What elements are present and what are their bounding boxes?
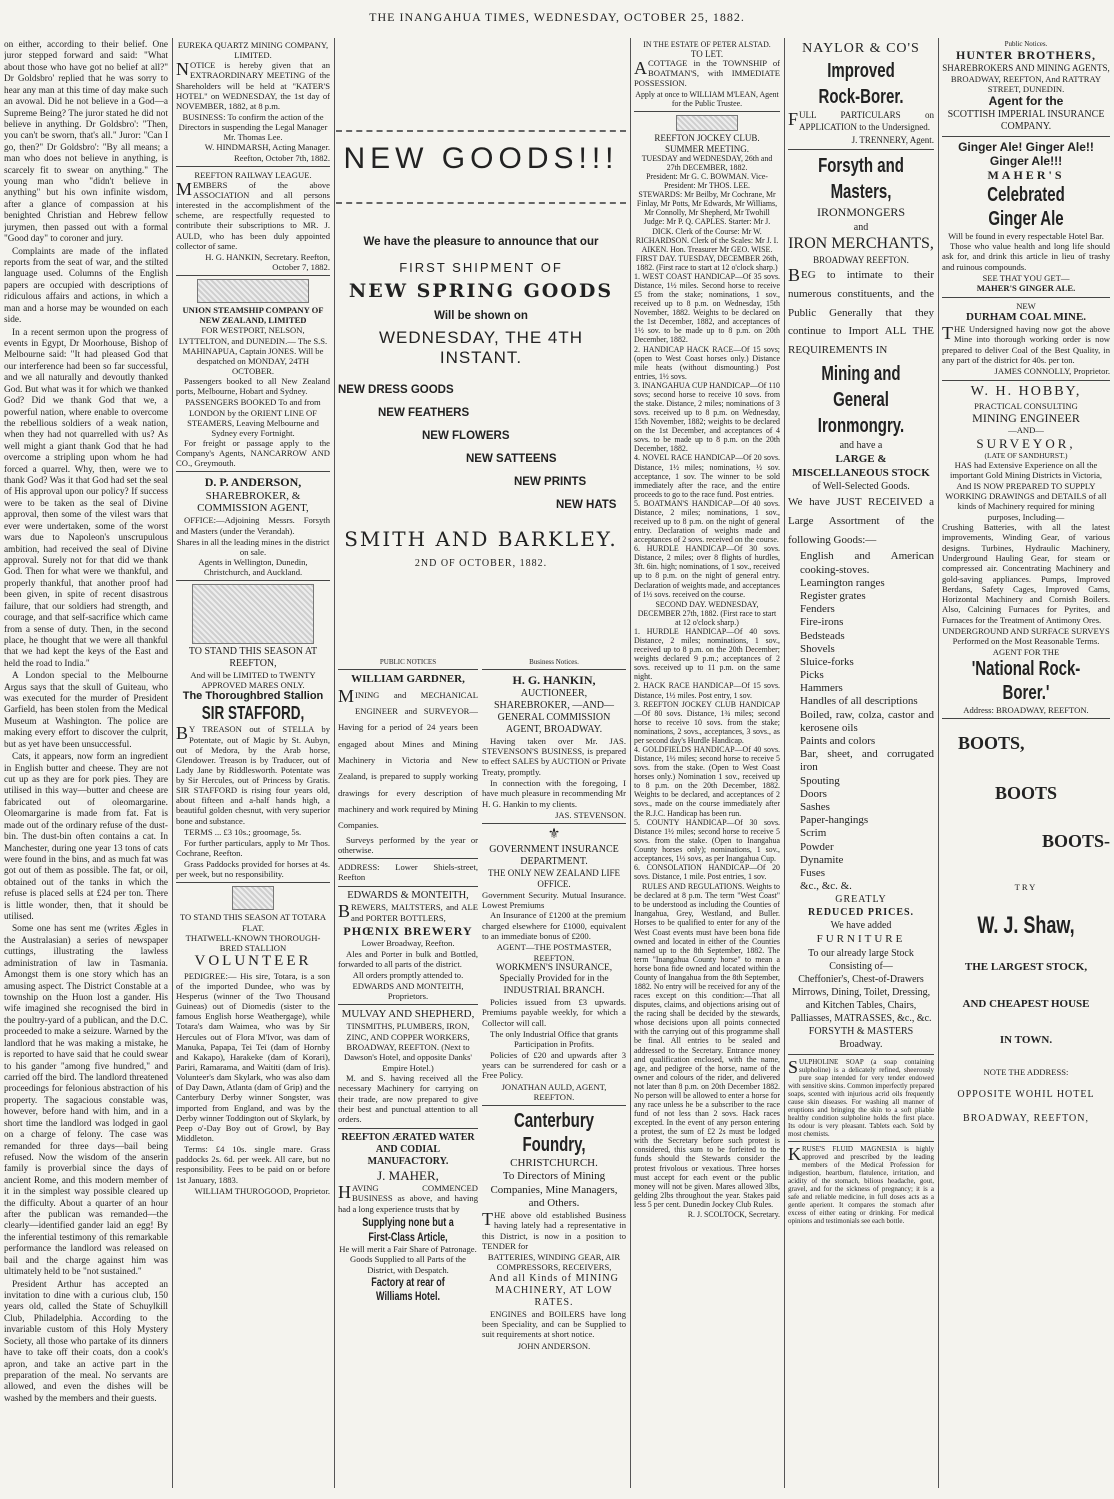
mining-engineer: MINING ENGINEER xyxy=(972,410,1080,425)
eureka-title: EUREKA QUARTZ MINING COMPANY, LIMITED. xyxy=(177,40,329,61)
public-notices-column xyxy=(338,658,478,1488)
goods-item: NEW FLOWERS xyxy=(422,430,510,442)
anderson-title: D. P. ANDERSON, xyxy=(204,475,302,490)
news-paragraph: President Arthur has accepted an invitation to dine with a curious club, 150 years old, called the State of Schuylkill Club, Philadelphia. According to the invariable custom of this Holy Mystery Society, all those who partake of its dinners have to take off their coats, don a cook's apron, and take an active part in the preparation of the meal. No servants are allowed, and even the dishes will be washed by the members and their guests. xyxy=(4,1279,168,1404)
maher-goods: Goods Supplied to all Parts of the District, with Despatch. xyxy=(349,1254,466,1275)
greatly: GREATLY xyxy=(835,894,887,906)
durham-body: THE Undersigned having now got the above Mine into thorough working order is now prepared to deliver Coal of the Best Quality, in any part of the district for 40s. per ton. xyxy=(942,323,1110,366)
firm-name: SMITH AND BARKLEY. xyxy=(344,527,618,551)
goods-list-item: Paints and colors xyxy=(800,735,876,748)
policies-note: Policies of £20 and upwards after 3 years can be surrendered for cash or a Free Policy. xyxy=(482,1049,626,1081)
apply-notice: Apply at once to WILLIAM M'LEAN, Agent for the Public Trustee. xyxy=(635,90,779,109)
column-rule xyxy=(172,38,173,1488)
batteries: BATTERIES, WINDING GEAR, AIR COMPRESSORS, RECEIVERS, xyxy=(487,1252,621,1273)
news-paragraph: Complaints are made of the inflated reports from the seat of war, and the stilted language used. Columns of the English papers are occupied with descriptions of ridiculous affairs and actions, in which a man and a horse may be wounded on each side. xyxy=(4,246,168,326)
anderson-sub: SHAREBROKER, & COMMISSION AGENT, xyxy=(197,489,309,515)
volunteer-sign: WILLIAM THUROGOOD, Proprietor. xyxy=(194,1185,330,1196)
in-town: IN TOWN. xyxy=(999,1033,1053,1046)
goods-list-item: Spouting xyxy=(800,774,840,787)
small-horse-illustration xyxy=(232,886,274,910)
officials: Judge: Mr P. Q. CAPLES. Starter: Mr J. DICK. Clerk of the Course: Mr W. RICHARDSON. Clerk of the Scales: Mr J. I. AIKEN. Hon. Treasurer Mr GEO. WISE. xyxy=(635,217,779,254)
rockborer-title: Improved Rock-Borer. xyxy=(818,60,904,109)
news-paragraph: In a recent sermon upon the progress of events in Egypt, Dr Moorhouse, Bishop of Melbourne said: "It had pleased God that our interference had been so far successful, and we all naturally and devoutly thanked God. But what was it for which we thanked God? Did we thank God that we, a powerful nation, where enable to overcome the rebellious soldiers of a weak nation, when they had not quarrelled with us? As well might a giant thank God that he had overcome a stripling upon whom he had forced a quarrel. Why, then, were we to thank God? Was it that God had set the seal of His approval upon our policy? If success were to be taken as the seal of Divine approval, then some of the vilest wars that ever were undertaken, some of the worst wars due to Napoleon's unscrupulous ambition, had received the seal of Divine approval. Surely not for that did we thank God. Then for what were we thankful, and properly thankful, that another proof had been given, in spite of recent disastrous failure, that our soldiers had strength, and courage, and that self-sacrifice which came from a sense of duty. Then, in the second place, he thought that we were all thankful that we had kept the keys of the East and held the road to India." xyxy=(4,327,168,669)
railway-title: REEFTON RAILWAY LEAGUE. xyxy=(194,169,312,180)
column-rule xyxy=(784,38,785,1488)
phoenix-body: Ales and Porter in bulk and Bottled, forwarded to all parts of the district. xyxy=(338,948,478,970)
to-directors: To Directors of Mining Companies, Mine Managers, and Others. xyxy=(490,1170,618,1209)
hunter-address: BROADWAY, REEFTON, And RATTRAY STREET, DUNEDIN. xyxy=(950,73,1102,94)
goods-item: NEW SATTEENS xyxy=(466,453,557,465)
goods-list-item: Register grates xyxy=(800,589,866,602)
mahers: MAHER'S xyxy=(987,168,1065,183)
industrial-note: The only Industrial Office that grants Participation in Profits. xyxy=(490,1028,618,1050)
hobby-title: W. H. HOBBY, xyxy=(970,383,1082,399)
govt-title: GOVERNMENT INSURANCE DEPARTMENT. xyxy=(489,844,619,868)
forsyth-broadway: Broadway. xyxy=(839,1038,883,1050)
govt-security: Government Security. Mutual Insurance. Lowest Premiums xyxy=(482,889,626,910)
stallion-further: For further particulars, apply to Mr Thos. Cochrane, Reefton. xyxy=(176,837,330,859)
see-that: SEE THAT YOU GET— xyxy=(982,273,1070,284)
we-have-added: We have added xyxy=(830,920,892,932)
volunteer-sub: THATWELL-KNOWN THOROUGH-BRED STALLION xyxy=(185,932,321,953)
first-day-races: 1. WEST COAST HANDICAP—Of 35 sovs. Distance, 1½ miles. Second horse to receive £5 from the stake; nominations, 1 sov., received up to 8 p.m. on Wednesday, 15th November, 1882. Weights to be declared on the 1st December, 1882, and acceptances of 1½ sov. to be made up to 8 p.m. on 20th December, 1882. 2. HANDICAP HACK RACE—Of 15 sovs; (open to West Coast horses only.) Distance mile heats (without dismounting.) Post entries, 1½ sovs. 3. INANGAHUA CUP HANDICAP—Of 110 sovs; second horse to receive 10 sovs. from the stake. Distance, 2 miles; nominations of 3 sovs. received up to 8 p.m. on Wednesday, 15th November, 1882; weights to be declared on the 1st December, and acceptances of 4 sovs. to be made up to 8 p.m. on the 20th December, 1882. 4. NOVEL RACE HANDICAP—Of 20 sovs. Distance, 1½ miles; nominations, ½ sov. acceptance, 1 sov. The winner to be sold immediately after the race, and the entire proceeds to go to the race fund. Post entries. 5. BOATMAN'S HANDICAP—Of 40 sovs. Distance, 2 miles; nominations, 1 sov., received up to 8 p.m. on the night of general entry. Declaration of weights made and acceptances of 2 sovs. received on the course. 6. HURDLE HANDICAP—Of 30 sovs. Distance, 2 miles; over 8 flights of hurdles, 3ft. 6in. high; nominations, of 1 sov., received up to 8 p.m. on the night of general entry. Declaration of weights made, and acceptances of 1½ sovs. received on the course. xyxy=(634,271,780,599)
edwards-title: EDWARDS & MONTEITH, xyxy=(347,889,469,901)
try: TRY xyxy=(1014,882,1038,893)
naylor-title: NAYLOR & CO'S xyxy=(802,41,920,56)
mahers-ginger-ale: MAHER'S GINGER ALE. xyxy=(976,283,1076,294)
forsyth-masters-column xyxy=(788,40,934,1490)
health-note: Those who value health and long life should ask for, and drink this article in lieu of trashy and ruinous compounds. xyxy=(942,241,1110,272)
hankin-conn: In connection with the foregoing, I have much pleasure in recommending Mr H. G. Hankin to my clients. xyxy=(482,778,626,809)
news-paragraph: Some one has sent me (writes Ægles in the Australasian) a series of newspaper cuttings, illustrating the lawless administration of law in Tasmania. Amongst them is one story which has an amusing aspect. The District Constable at a township on the Huon lost a gander. His wife imagined she recognised the bird in the poultry-yard of a publican, and the D.C. proceeded to make a seizure. Warned by the landlord that he was making a mistake, he is reported to have said that he could swear to his gander "among five hundred," and carried off the bird. The landlord threatened proceedings for felonious abstraction of his property. The sagacious constable was, however, before hand with him, and in a short time the landlord was lodged in gaol on a charge of felony. The case was remanded for three days—bail being refused. Now the wisdom of the anserin family is proverbial since the days of ancient Rome, and this modern member of it in the simplest way possible cleared up the difficulty. About a quarter of an hour after the publican was remanded—the clearly—identified gander laid an egg! By the inferential testimony of this remarkable performance the landlord was released on bail and the charge against him was ultimately held to be "not sustained." xyxy=(4,924,168,1278)
union-body: FOR WESTPORT, NELSON, LYTTELTON, and DUNEDIN.— The S.S. MAHINAPUA, Captain JONES. Will be despatched on MONDAY, 24TH OCTOBER. xyxy=(178,325,328,376)
reduced-prices: REDUCED PRICES. xyxy=(807,907,915,919)
column-rule xyxy=(630,38,631,1488)
section-header: Business Notices. xyxy=(529,658,579,666)
hobby-body: HAS had Extensive Experience on all the important Gold Mining Districts in Victoria, And IS NOW PREPARED TO SUPPLY WORKING DRAWINGS and DETAILS of all kinds of Machinery required for mining purposes, Including— xyxy=(945,460,1107,522)
note-address: NOTE THE ADDRESS: xyxy=(983,1066,1069,1077)
cottage-notice: ACOTTAGE in the TOWNSHIP of BOATMAN'S, with IMMEDIATE POSSESSION. xyxy=(634,58,780,89)
foundry-body: THE above old established Business having lately had a representative in this District, is now in a position to TENDER for xyxy=(482,1208,626,1251)
racehorse-illustration xyxy=(676,115,738,131)
goods-list-item: Sashes xyxy=(800,800,830,813)
president: President: Mr G. C. BOWMAN. Vice-President: Mr THOS. LEE. xyxy=(646,172,768,191)
shown-line: Will be shown on xyxy=(434,310,528,322)
goods-list-item: Fire-irons xyxy=(800,616,844,629)
railway-body: MEMBERS of the above ASSOCIATION and all persons interested in the accomplishment of the scheme, are respectfully requested to contribute their subscriptions to MR. J. AULD, who has been duly appointed collector of same. xyxy=(176,178,330,251)
agent-for: Agent for the xyxy=(988,94,1064,109)
scottish-insurance: SCOTTISH IMPERIAL INSURANCE COMPANY. xyxy=(947,108,1105,132)
goods-list-item: English and American cooking-stoves. xyxy=(800,550,934,576)
hobby-items: Crushing Batteries, with all the latest improvements, Winding Gear, of various designs. Turbines, Hydraulic Machinery, Underground Hauling Gear, for steam or compressed air. Concentrating Machinery and gold-saving appliances. Pumps, Improved Berdans, Safety Cages, Improved Cams, Horizontal Machinery and Cornish Boilers. Also, Calcining Furnaces for Pyrites, and Furnaces for the Treatment of Antimony Ores. xyxy=(942,521,1110,625)
mulvay-title: MULVAY AND SHEPHERD, xyxy=(341,1008,475,1021)
crest-icon: ⚜ xyxy=(547,827,561,843)
full-particulars: FULL PARTICULARS on APPLICATION to the Undersigned. xyxy=(788,109,934,132)
news-paragraph: on either, according to their belief. One juror stepped forward and said: "What about those who have got no belief at all?" Dr Goldsbro' replied that he was sorry to hear any man at this time of day make such an avowal. Did he not believe in a God—a Supreme Being? The juror stated he did not believe in anything. Dr Goldsbro': "Then, you can't be sworn, that's all." Juror: "Can I go, then?" Dr Goldsbro': "By all means; a man who does not believe in anything, is scarcely fit to swear on anything." The young man who "didn't believe in anything" but his own infinite wisdom, after a glance of compassion at his benighted Christian and Hebrew fellow jurymen, then passed out with a formal "Good day" to coroner and jury. xyxy=(4,40,168,245)
goods-item: NEW PRINTS xyxy=(514,476,587,488)
anderson-shares: Shares in all the leading mines in the district on sale. xyxy=(176,536,330,557)
workmen-insurance: WORKMEN'S INSURANCE, Specially Provided for in the INDUSTRIAL BRANCH. xyxy=(495,962,613,996)
horse-illustration xyxy=(192,584,314,644)
ads-column xyxy=(176,40,330,1490)
goods-item: NEW FEATHERS xyxy=(378,407,470,419)
estate-title: IN THE ESTATE OF PETER ALSTAD. xyxy=(643,40,771,49)
union-title: UNION STEAMSHIP COMPANY OF NEW ZEALAND, LIMITED xyxy=(182,305,324,326)
public-notices-column-right xyxy=(942,40,1110,1490)
wednesday-line: WEDNESDAY, THE 4TH INSTANT. xyxy=(378,328,584,367)
hankin-more: Having taken over Mr. JAS. STEVENSON'S BUSINESS, is prepared to effect SALES by AUCTION or Private Treaty, promptly. xyxy=(482,735,626,777)
well-selected: of Well-Selected Goods. xyxy=(812,481,910,493)
ironmongers: IRONMONGERS xyxy=(816,205,905,220)
govt-sub: THE ONLY NEW ZEALAND LIFE OFFICE. xyxy=(487,868,621,889)
hankin-title: H. G. HANKIN, xyxy=(512,673,596,688)
surveyor: SURVEYOR, xyxy=(976,435,1076,451)
column-rule xyxy=(938,38,939,1488)
stewards: STEWARDS: Mr Beilby, Mr Cochrane, Mr Finlay, Mr Potts, Mr Edwards, Mr Williams, Mr Connolly, Mr Shepherd, Mr Twohill xyxy=(636,190,778,218)
goods-list-item: Dynamite xyxy=(800,853,844,866)
volunteer-name: VOLUNTEER xyxy=(194,953,312,970)
national-rock-borer: 'National Rock-Borer.' xyxy=(971,658,1081,705)
christchurch: CHRISTCHURCH. xyxy=(510,1157,598,1170)
jockey-club-title: REEFTON JOCKEY CLUB. SUMMER MEETING. xyxy=(654,133,760,154)
maher-body: HAVING COMMENCED BUSINESS as above, and having had a long experience trusts that by xyxy=(338,1182,478,1214)
goods-list-item: Picks xyxy=(800,669,824,682)
broadway-reefton: BROADWAY REEFTON. xyxy=(813,254,909,265)
new-goods-advertisement xyxy=(336,40,628,648)
beg-notice: BEG to intimate to their numerous constituents, and the Public Generally that they continue to Import ALL THE REQUIREMENTS IN xyxy=(788,265,934,357)
boots-1: BOOTS, xyxy=(958,733,1025,754)
engines-note: ENGINES and BOILERS have long been Speciality, and can be Supplied to suit requirements at short notice. xyxy=(482,1308,626,1340)
new-word: NEW xyxy=(1016,300,1036,311)
eureka-sign: W. HINDMARSH, Acting Manager. Reefton, October 7th, 1882. xyxy=(204,142,330,163)
goods-item: NEW HATS xyxy=(556,499,617,511)
iron-merchants: IRON MERCHANTS, xyxy=(788,234,934,252)
steamship-illustration xyxy=(197,279,309,303)
maher-name: J. MAHER, xyxy=(377,1167,439,1183)
goods-list-item: Hammers xyxy=(800,682,843,695)
goods-list-item: Bar, sheet, and corrugated iron xyxy=(800,748,934,774)
hotel-bar: Will be found in every respectable Hotel Bar. xyxy=(948,230,1104,241)
anderson-body: OFFICE:—Adjoining Messrs. Forsyth and Masters (under the Verandah). xyxy=(176,515,330,536)
goods-list-item: Paper-hangings xyxy=(800,814,869,827)
aerated-title: REEFTON ÆRATED WATER AND CODIAL MANUFACTORY. xyxy=(341,1131,475,1167)
shipment-line: FIRST SHIPMENT OF xyxy=(399,260,563,275)
meeting-dates: TUESDAY and WEDNESDAY, 26th and 27th DECEMBER, 1882. xyxy=(641,153,773,172)
goods-item: NEW DRESS GOODS xyxy=(338,384,454,396)
stallion-name: SIR STAFFORD, xyxy=(201,703,305,724)
phoenix-location: Lower Broadway, Reefton. xyxy=(361,938,455,949)
govt-body: An Insurance of £1200 at the premium charged elsewhere for £1000, equivalent to an immediate bonus of £200. xyxy=(482,910,626,941)
canterbury-foundry: Canterbury Foundry, xyxy=(513,1110,595,1157)
hobby-sub: PRACTICAL CONSULTING xyxy=(974,400,1078,411)
and-divider: —AND— xyxy=(1008,425,1044,436)
masthead: THE INANGAHUA TIMES, WEDNESDAY, OCTOBER 25, 1882. xyxy=(369,10,745,24)
and-have: and have a xyxy=(839,439,883,451)
late-of: (LATE OF SANDHURST.) xyxy=(984,451,1068,461)
goods-list xyxy=(788,550,934,893)
maher-supply: Supplying none but a First-Class Article, xyxy=(362,1215,454,1244)
goods-list-item: &c., &c. &. xyxy=(800,880,852,893)
eureka-business: BUSINESS: To confirm the action of the Directors in suspending the Legal Manager Mr. Thomas Lee. xyxy=(178,111,328,143)
goods-list-item: Scrim xyxy=(800,827,827,840)
section-header: PUBLIC NOTICES xyxy=(379,658,437,666)
second-day-races: 1. HURDLE HANDICAP—Of 40 sovs. Distance, 2 miles; nominations, 1 sov., received up to 8 p.m. on the 20th December; weights declared 9 p.m.; acceptances of 2 sovs. received up to 11 p.m. on the same night. 2. HACK RACE HANDICAP—Of 15 sovs. Distance, 1½ miles. Post entry, 1 sov. 3. REEFTON JOCKEY CLUB HANDICAP—Of 80 sovs. Distance, 1¾ miles; second horse to receive 10 sovs. from the stake; nominations, 2 sovs., acceptances, 3 sovs., as per second day's Hurdle Handicap. 4. GOLDFIELDS HANDICAP—Of 40 sovs. Distance, 1½ miles; second horse to receive 5 sovs. from the stake. (Open to West Coast horses only.) Nomination 1 sov., received up to 8 p.m. on the 20th December, 1882. Weights to be declared, and acceptances of 2 sovs., made on the course immediately after the R.J.C. Handicap has been run. 5. COUNTY HANDICAP—Of 30 sovs. Distance 1½ miles; second horse to receive 5 sovs. from the stake. (Open to Inangahua County horses only); nominations, 1 sov., acceptances, 1½ sovs, as per Inangahua Cup. 6. CONSOLATION HANDICAP—Of 20 sovs. Distance, 1 mile. Post entries, 1 sov. xyxy=(634,626,780,882)
forsyth-masters-sign: FORSYTH & MASTERS xyxy=(808,1025,914,1037)
received-notice: We have JUST RECEIVED a Large Assortment of the following Goods:— xyxy=(788,496,934,546)
news-column xyxy=(4,40,168,1490)
news-paragraph: A London special to the Melbourne Argus says that the skull of Guiteau, who was executed for the murder of President Garfield, has been stolen from the Medical Museum at Washington. The police are making every effort to discover the culprit, but as yet have been unsuccessful. xyxy=(4,671,168,750)
goods-list-item: Sluice-forks xyxy=(800,655,854,668)
stallion-head: The Thoroughbred Stallion xyxy=(182,690,324,703)
volunteer-body: PEDIGREE:— His sire, Totara, is a son of the imported Dundee, who was by Hesperus (winner of the Two Thousand Guineas) out of Diomedis (sister to the famous English horse Weathergage), while Totara's dam Waimea, who was by Sir Hercules out of Flora M'Ivor, was dam of Manuka, Papapa, Tei Tei (dam of Hornby and Kakapo), Harakeke (dam of Korari), Pariri, Ramarama, and Waititi (dam of Iris). Volunteer's dam Skylark, who was also dam of Day Dawn, Atlanta (dam of Grip) and the Canterbury Derby winner Songster, was imported from England, and was by the Derby winner Toddington out of Skylark, by Peep o'-Day Boy out of Growl, by Bay Middleton. xyxy=(176,970,330,1143)
maher-factory: Factory at rear of Williams Hotel. xyxy=(371,1274,445,1304)
goods-list-item: Handles of all descriptions xyxy=(800,695,918,708)
news-paragraph: Cats, it appears, now form an ingredient in English butter and cheese. They are not cut up as they are for pork pies. They are utilised in this way—butter and cheese are fabricated out of oleomargarine. Oleomargarine is made from fat. Fat is made out of the ordinary refuse of the dust-bin. The dust-bin often contains a cat. In Manchester, during one year 13 tons of cats were found in the bins, and as much fat was got out of them as possible. The fat, or oil, obtained out of the tanks in which the refuse is placed sells at £24 per ton. There is little wonder, then, that it should be utilised. xyxy=(4,752,168,923)
goods-list-item: Shovels xyxy=(800,642,835,655)
foundry-sign: JOHN ANDERSON. xyxy=(517,1340,591,1351)
union-pass: Passengers booked to all New Zealand ports, Melbourne, Hobart and Sydney. xyxy=(176,376,330,397)
edwards-body: BREWERS, MALTSTERS, and ALE and PORTER BOTTLERS, xyxy=(338,901,478,923)
opposite-hotel: OPPOSITE WOHIL HOTEL xyxy=(957,1089,1095,1101)
gardner-survey: Surveys performed by the year or otherwise. xyxy=(338,834,478,855)
goods-list-item: Boiled, raw, colza, castor and kerosene oils xyxy=(800,708,934,734)
large-stock: LARGE & MISCELLANEOUS STOCK xyxy=(792,452,930,480)
stand-title: TO STAND THIS SEASON AT REEFTON, xyxy=(188,646,318,670)
gardner-address: ADDRESS: Lower Shiels-street, Reefton xyxy=(338,862,478,883)
ginger-ale: Ginger Ale! Ginger Ale!! Ginger Ale!!! xyxy=(958,139,1094,168)
hunter-sub: SHAREBROKERS AND MINING AGENTS, xyxy=(942,62,1110,73)
agent-for-national: AGENT FOR THE xyxy=(992,646,1060,657)
jonathan-sign: JONATHAN AULD, AGENT, REEFTON. xyxy=(501,1081,607,1102)
our-stock: To our already large Stock Consisting of— xyxy=(808,947,914,972)
announce-line: We have the pleasure to announce that our xyxy=(363,236,599,248)
ironmongry: Ironmongry. xyxy=(817,414,905,437)
union-booked: PASSENGERS BOOKED To and from LONDON by the ORIENT LINE OF STEAMERS, Leaving Melbourne and Sydney every Fortnight. xyxy=(185,397,321,438)
sulpholine-ad: SULPHOLINE SOAP (a soap containing sulpholine) is a delicately refined, sheerously pure soap intended for very tender endowed with sensitive skins. Common imperfectly prepared soaps, scented with injurious acrid oils frequently cause skin diseases. For washing all manner of eruptions and bringing the skin to a soft pliable healthy condition sulpholine holds the first place. Its odour is very pleasant. Tablets each. Sold by most chemists. xyxy=(788,1056,934,1139)
rules-sign: R. J. SCOLTOCK, Secretary. xyxy=(687,1209,780,1219)
gardner-title: WILLIAM GARDNER, xyxy=(351,673,465,686)
goods-list-item: Bedsteads xyxy=(800,629,845,642)
shaw-name: W. J. Shaw, xyxy=(977,912,1075,940)
rules: RULES AND REGULATIONS. Weights to be declared at 8 p.m. The term "West Coast" to be understood as including the Counties of Inangahua, Grey, Westland, and Buller. Horses to be qualified to enter for any of the West Coast events must have been bona fide owned and located in either of the Counties named up to the 8th September, 1882. The term "Inangahua County horse" to mean a horse bona fide owned and located within the County of Inangahua from the 8th September, 1882. No entry will be received for any of the races except on this condition:—That all disputes, claims, and objections arising out of the racing shall be decided by the stewards, whose decisions upon all points connected with the carrying out of this programme shall be final. All entries to be sealed and addressed to the Secretary. Entrance money and qualification enclosed, with the name, age, and pedigree of the horse, name of the owner and colours of the rider, and delivered not later than 8 p.m. on 20th December 1882. No person will be allowed to enter a horse for any race unless he be a subscriber to the race fund of not less than 2 sovs. Hack races excepted. In the event of any person entering a protest, the sum of £2 2s must be lodged with the Secretary before such protest is considered, this sum to be forfeited to the funds should the Stewards consider the protest frivolous or vexatious. Three horses must accept for each event or the public money will not be given. Mares allowed 3lbs, gelding 2lbs throughout the year. Stakes paid less 5 per cent. Dunedin Jockey Club Rules. xyxy=(634,882,780,1209)
largest-stock: THE LARGEST STOCK, xyxy=(964,961,1088,974)
goods-list-item: Doors xyxy=(800,787,827,800)
connolly-sign: JAMES CONNOLLY, Proprietor. xyxy=(994,366,1110,377)
furniture-items: Cheffonier's, Chest-of-Drawers Mirrows, Dining, Toilet, Dressing, and Kitchen Tables, Chairs, Palliasses, MATRASSES, &c., &c. xyxy=(790,973,932,1024)
goods-list-item: Powder xyxy=(800,840,834,853)
govt-agent: AGENT—THE POSTMASTER, REEFTON. xyxy=(496,942,612,963)
goods-list-item: Fenders xyxy=(800,603,835,616)
ad-date: 2ND OF OCTOBER, 1882. xyxy=(414,558,548,569)
union-freight: For freight or passage apply to the Company's Agents, NANCARROW AND CO., Greymouth. xyxy=(176,437,330,469)
boots-3: BOOTS- xyxy=(1041,830,1110,851)
mulvay-more: M. and S. having received all the necessary Machinery for carrying on their trade, are now prepared to give their best and punctual attention to all orders. xyxy=(338,1073,478,1125)
durham-coal-mine: DURHAM COAL MINE. xyxy=(965,310,1087,323)
forsyth-title: Forsyth and Masters, xyxy=(818,155,904,204)
section-header: Public Notices. xyxy=(1004,40,1048,48)
celebrated-ginger-ale: Celebrated Ginger Ale xyxy=(987,183,1065,230)
underground-surveys: UNDERGROUND AND SURFACE SURVEYS Performed on the Most Reasonable Terms. xyxy=(942,626,1110,647)
phoenix-brewery: PHŒNIX BREWERY xyxy=(343,924,473,938)
goods-list-item: Fuses xyxy=(800,866,826,879)
goods-list-item: Leamington ranges xyxy=(800,576,885,589)
boots-2: BOOTS xyxy=(994,782,1058,803)
gardner-body: MINING and MECHANICAL ENGINEER and SURVEYOR—Having for a period of 24 years been engaged about Mines and Mining Machinery in Victoria and New Zealand, is prepared to supply working drawings for every description of machinery and work required by Mining Companies. xyxy=(338,685,478,831)
volunteer-terms: Terms: £4 10s. single mare. Grass paddocks 2s. 6d. per week. All care, but no responsibility. Fees to be paid on or before 1st January, 1883. xyxy=(176,1144,330,1185)
stallion-grass: Grass Paddocks provided for horses at 4s. per week, but no responsibility. xyxy=(176,859,330,880)
phoenix-sign: EDWARDS AND MONTEITH, Proprietors. xyxy=(352,980,464,1001)
workmen-body: Policies issued from £3 upwards. Premiums payable weekly, for which a Collector will call. xyxy=(482,997,626,1028)
column-rule xyxy=(334,38,335,1488)
mining-machinery: And all Kinds of MINING MACHINERY, AT LOW RATES. xyxy=(489,1272,619,1308)
spring-goods-heading: NEW SPRING GOODS xyxy=(348,280,614,302)
furniture: FURNITURE xyxy=(816,933,906,946)
trennery-sign: J. TRENNERY, Agent. xyxy=(851,134,934,145)
jockey-club-column xyxy=(634,40,780,1490)
mulvay-body: TINSMITHS, PLUMBERS, IRON, ZINC, AND COPPER WORKERS, BROADWAY, REEFTON. (Next to Dawson's Hotel, and opposite Danks' Empire Hotel.) xyxy=(344,1021,472,1073)
hankin-sign: JAS. STEVENSON. xyxy=(555,809,626,820)
broadway-reefton-footer: BROADWAY, REEFTON, xyxy=(963,1113,1089,1125)
new-goods-banner: NEW GOODS!!! xyxy=(343,142,619,175)
mining-general: Mining and General xyxy=(821,362,901,411)
magnesia-ad: KRUSE'S FLUID MAGNESIA is highly approved and prescribed by the leading members of the Medical Profession for indigestion, heartburn, flatulence, irritation, and acidity of the stomach, bilious headache, gout, gravel, and for the sickness of pregnancy; it is a safe and reliable medicine, in full doses acts as a gentle aperient. It compares the stomach after excess of either eating or drinking. For medical opinions and testimonials see each bottle. xyxy=(788,1144,934,1226)
stand-sub: And will be LIMITED to TWENTY APPROVED MARES ONLY. xyxy=(190,669,316,691)
cheapest-house: AND CHEAPEST HOUSE xyxy=(962,998,1090,1011)
volunteer-title: TO STAND THIS SEASON AT TOTARA FLAT. xyxy=(179,912,327,933)
stallion-body: BY TREASON out of STELLA by Potentate, out of Magic by St. Aubyn, out of Medora, by the Arab horse, Glendower. Treason is by Traducer, out of Lady Jane by Riddlesworth. Potentate was by Sir Hercules, out of Princess by Gratis. SIR STAFFORD is rising four years old, about fifteen and a-half hands high, a beautiful golden chesnut, with very superior bone and substance. xyxy=(176,723,330,826)
railway-sign: H. G. HANKIN, Secretary. Reefton, October 7, 1882. xyxy=(205,251,330,272)
second-day: SECOND DAY. WEDNESDAY, DECEMBER 27th, 1882. (First race to start at 12 o'clock sharp.) xyxy=(637,599,777,627)
address: Address: BROADWAY, REEFTON. xyxy=(963,705,1089,716)
maher-share: He will merit a Fair Share of Patronage. xyxy=(339,1243,477,1254)
stallion-terms: TERMS ... £3 10s.; groomage, 5s. xyxy=(184,826,302,837)
anderson-agents: Agents in Wellington, Dunedin, Christchurch, and Auckland. xyxy=(198,557,308,578)
hankin-body: AUCTIONEER, SHAREBROKER, —AND— GENERAL COMMISSION AGENT, BROADWAY. xyxy=(493,687,614,735)
phoenix-orders: All orders promptly attended to. xyxy=(352,970,464,981)
first-day: FIRST DAY. TUESDAY, DECEMBER 26th, 1882. (First race to start at 12 o'clock sharp.) xyxy=(635,253,779,272)
business-notices-column xyxy=(482,658,626,1488)
eureka-body: NOTICE is hereby given that an EXTRAORDINARY MEETING of the Shareholders will be held at "KATER'S HOTEL" on WEDNESDAY, the 1st day of NOVEMBER, 1882, at 8 p.m. xyxy=(176,59,330,111)
hunter-title: HUNTER BROTHERS, xyxy=(955,48,1097,63)
and-word: and xyxy=(853,221,869,233)
to-let: TO LET. xyxy=(690,49,724,60)
